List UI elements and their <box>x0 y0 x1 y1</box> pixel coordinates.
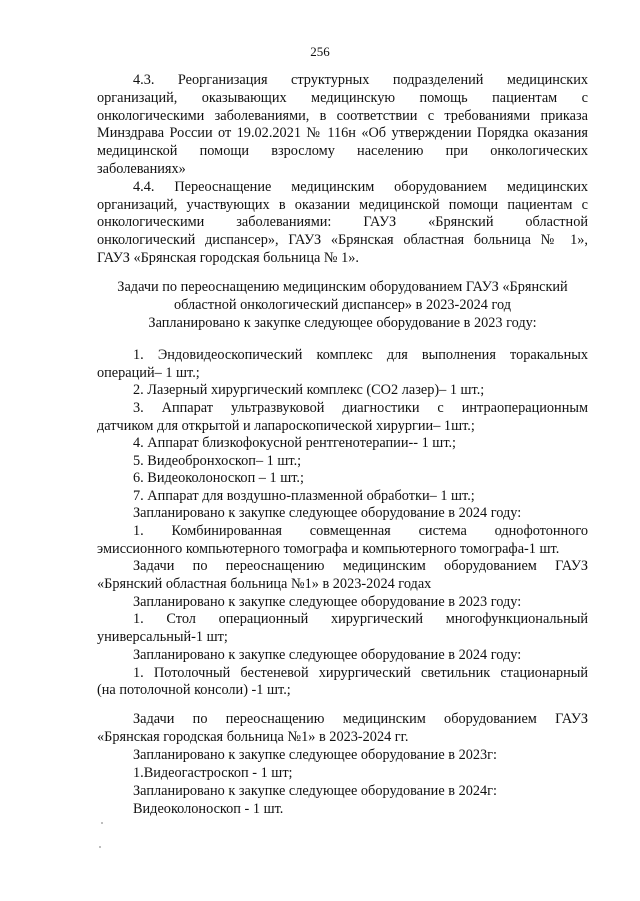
equipment-item: 3. Аппарат ультразвуковой диагностики с интраоперационным <box>133 400 588 416</box>
equipment-item: Видеоколоноскоп - 1 шт. <box>133 801 284 817</box>
section2-task: Задачи по переоснащению медицинским оборудованием ГАУЗ <box>133 558 588 574</box>
scan-speck <box>101 822 103 824</box>
section1-plan-2023: Запланировано к закупке следующее оборудование в 2023 году: <box>148 315 537 331</box>
item-4-4-line: онкологический диспансер», ГАУЗ «Брянская областная больница № 1», <box>97 232 588 248</box>
equipment-item: операций– 1 шт.; <box>97 365 200 381</box>
equipment-item: 1. Эндовидеоскопический комплекс для выполнения торакальных <box>133 347 588 363</box>
section2-task: «Брянский областная больница №1» в 2023-2024 годах <box>97 576 432 592</box>
equipment-item: 1. Потолочный бестеневой хирургический светильник стационарный <box>133 665 588 681</box>
section2-plan-2023: Запланировано к закупке следующее оборудование в 2023 году: <box>133 594 522 610</box>
section1-heading: областной онкологический диспансер» в 2023-2024 год <box>173 297 512 313</box>
equipment-item: 4. Аппарат близкофокусной рентгенотерапии-- 1 шт.; <box>133 435 457 451</box>
equipment-item: датчиком для открытой и лапароскопической хирургии– 1шт.; <box>97 418 475 434</box>
section2-plan-2024: Запланировано к закупке следующее оборудование в 2024 году: <box>133 647 522 663</box>
section1-plan-2024: Запланировано к закупке следующее оборудование в 2024 году: <box>133 505 522 521</box>
equipment-item: 1.Видеогастроскоп - 1 шт; <box>133 765 293 781</box>
section3-plan-2024: Запланировано к закупке следующее оборудование в 2024г: <box>133 783 497 799</box>
item-4-3-line: онкологическими заболеваниями, в соответствии с требованиями приказа <box>97 108 588 124</box>
section3-plan-2023: Запланировано к закупке следующее оборудование в 2023г: <box>133 747 497 763</box>
equipment-item: универсальный-1 шт; <box>97 629 228 645</box>
equipment-item: 1. Стол операционный хирургический многофункциональный <box>133 611 588 627</box>
section3-task: Задачи по переоснащению медицинским оборудованием ГАУЗ <box>133 711 588 727</box>
page-number: 256 <box>310 44 330 59</box>
section3-task: «Брянская городская больница №1» в 2023-2024 гг. <box>97 729 409 745</box>
equipment-item: 1. Комбинированная совмещенная система однофотонного <box>133 523 588 539</box>
item-4-4-line: ГАУЗ «Брянская городская больница № 1». <box>97 250 359 266</box>
item-4-3-line: медицинской помощи взрослому населению при онкологических <box>97 143 588 159</box>
item-4-3-line: заболеваниях» <box>97 161 186 177</box>
equipment-item: 7. Аппарат для воздушно-плазменной обработки– 1 шт.; <box>133 488 475 504</box>
equipment-item: 2. Лазерный хирургический комплекс (СО2 лазер)– 1 шт.; <box>133 382 485 398</box>
item-4-3-line: организаций, оказывающих медицинскую помощь пациентам с <box>97 90 588 106</box>
item-4-4-line: онкологическими заболеваниями: ГАУЗ «Брянский областной <box>97 214 588 230</box>
equipment-item: 5. Видеобронхоскоп– 1 шт.; <box>133 453 302 469</box>
section1-heading: Задачи по переоснащению медицинским оборудованием ГАУЗ «Брянский <box>117 279 568 295</box>
equipment-item: (на потолочной консоли) -1 шт.; <box>97 682 291 698</box>
equipment-item: эмиссионного компьютерного томографа и компьютерного томографа-1 шт. <box>97 541 560 557</box>
scan-speck <box>99 846 101 848</box>
item-4-4-line: 4.4. Переоснащение медицинским оборудованием медицинских <box>133 179 588 195</box>
item-4-3-line: 4.3. Реорганизация структурных подразделений медицинских <box>133 72 588 88</box>
item-4-4-line: организаций, участвующих в оказании медицинской помощи пациентам с <box>97 197 588 213</box>
item-4-3-line: Минздрава России от 19.02.2021 № 116н «Об утверждении Порядка оказания <box>97 125 588 141</box>
equipment-item: 6. Видеоколоноскоп – 1 шт.; <box>133 470 304 486</box>
